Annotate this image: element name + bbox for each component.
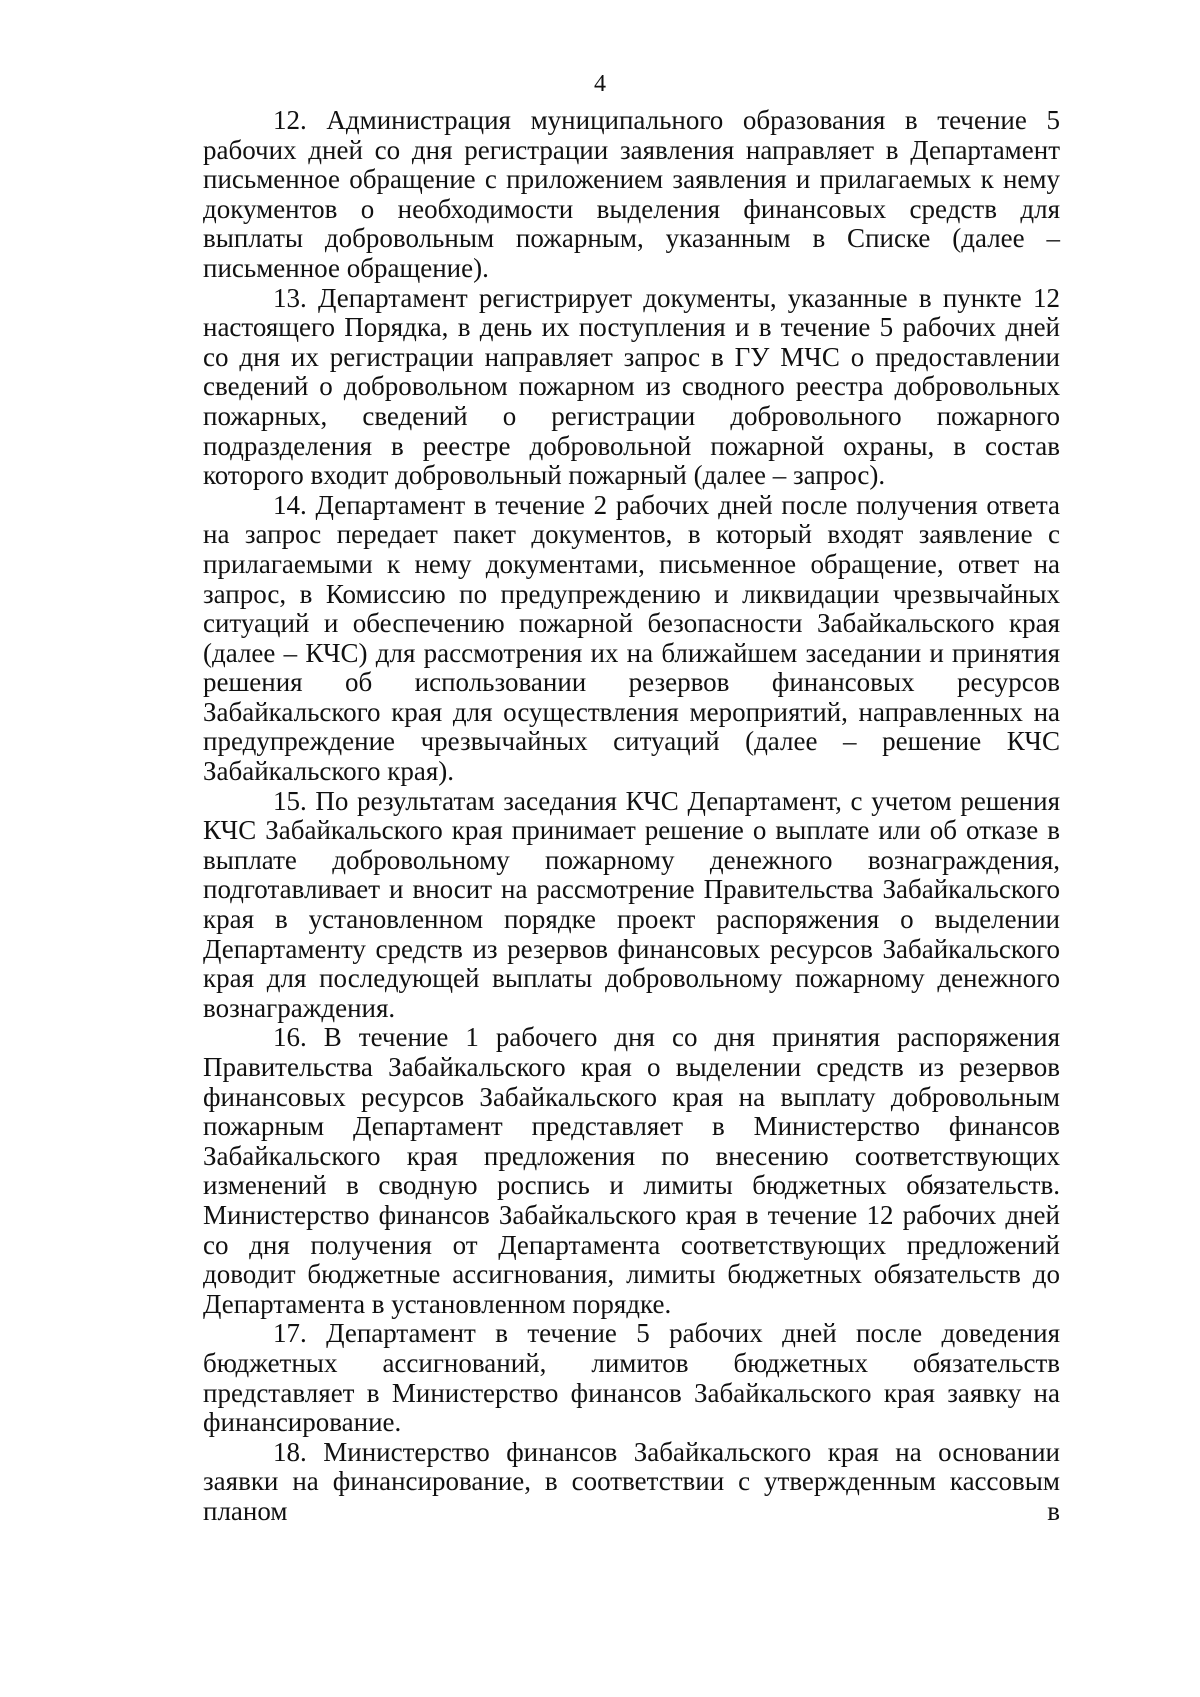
paragraph-13: 13. Департамент регистрирует документы, указанные в пункте 12 настоящего Порядка, в день их поступления и в течение 5 рабочих дней со дня их регистрации направляет запрос в ГУ МЧС о предоставлении сведений о добровольном пожарном из сводного реестра добровольных пожарных, сведений о регистрации добровольного пожарного подразделения в реестре добровольной пожарной охраны, в состав которого входит добровольный пожарный (далее – запрос). [203, 282, 1060, 491]
page-number: 4 [594, 71, 606, 97]
paragraph-18: 18. Министерство финансов Забайкальского края на основании заявки на финансирование, в соответствии с утвержденным кассовым планом в [203, 1436, 1060, 1526]
paragraph-16: 16. В течение 1 рабочего дня со дня принятия распоряжения Правительства Забайкальского края о выделении средств из резервов финансовых ресурсов Забайкальского края на выплату добровольным пожарным Департамент представляет в Министерство финансов Забайкальского края предложения по внесению соответствующих изменений в сводную роспись и лимиты бюджетных обязательств. Министерство финансов Забайкальского края в течение 12 рабочих дней со дня получения от Департамента соответствующих предложений доводит бюджетные ассигнования, лимиты бюджетных обязательств до Департамента в установленном порядке. [203, 1022, 1060, 1319]
document-body [203, 106, 1060, 1527]
paragraph-12: 12. Администрация муниципального образования в течение 5 рабочих дней со дня регистрации заявления направляет в Департамент письменное обращение с приложением заявления и прилагаемых к нему документов о необходимости выделения финансовых средств для выплаты добровольным пожарным, указанным в Списке (далее – письменное обращение). [203, 105, 1060, 283]
paragraph-17: 17. Департамент в течение 5 рабочих дней после доведения бюджетных ассигнований, лимитов бюджетных обязательств представляет в Министерство финансов Забайкальского края заявку на финансирование. [203, 1318, 1060, 1438]
paragraph-15: 15. По результатам заседания КЧС Департамент, с учетом решения КЧС Забайкальского края принимает решение о выплате или об отказе в выплате добровольному пожарному денежного вознаграждения, подготавливает и вносит на рассмотрение Правительства Забайкальского края в установленном порядке проект распоряжения о выделении Департаменту средств из резервов финансовых ресурсов Забайкальского края для последующей выплаты добровольному пожарному денежного вознаграждения. [203, 785, 1060, 1023]
paragraph-14: 14. Департамент в течение 2 рабочих дней после получения ответа на запрос передает пакет документов, в который входят заявление с прилагаемыми к нему документами, письменное обращение, ответ на запрос, в Комиссию по предупреждению и ликвидации чрезвычайных ситуаций и обеспечению пожарной безопасности Забайкальского края (далее – КЧС) для рассмотрения их на ближайшем заседании и принятия решения об использовании резервов финансовых ресурсов Забайкальского края для осуществления мероприятий, направленных на предупреждение чрезвычайных ситуаций (далее – решение КЧС Забайкальского края). [203, 489, 1060, 787]
